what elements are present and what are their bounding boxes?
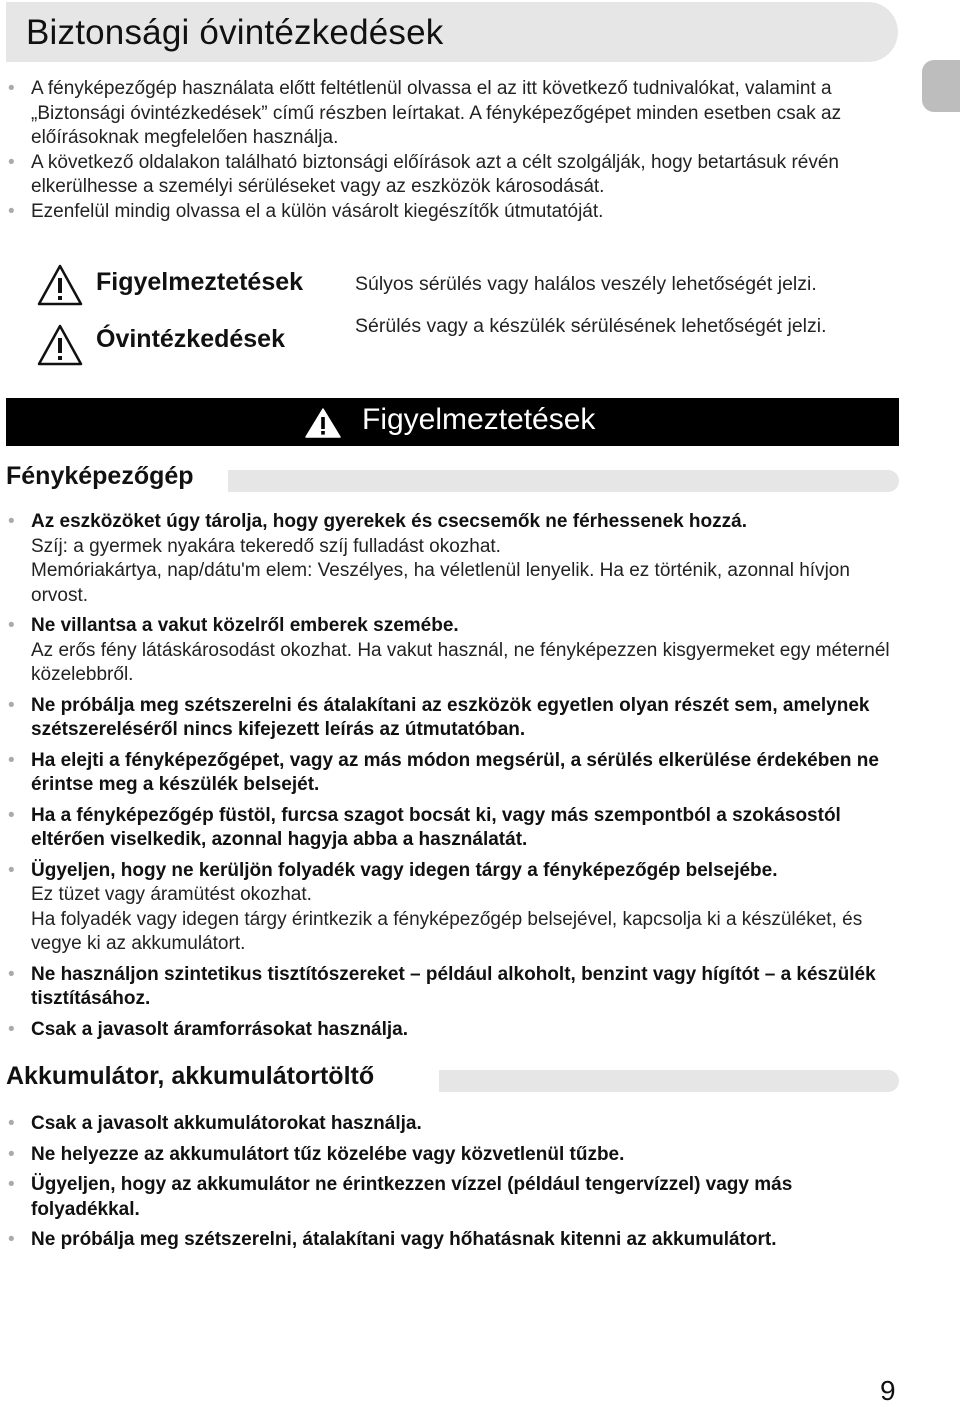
- legend-desc-caution: Sérülés vagy a készülék sérülésének lehetőségét jelzi.: [355, 315, 827, 337]
- battery-warnings-list: [8, 1112, 903, 1259]
- section-heading-camera: [6, 462, 899, 502]
- warning-heading: • Ne próbálja meg szétszerelni és átalakítani az eszközök egyetlen olyan részét sem, amelynek szétszereléséről nincs kifejezett leírás az útmutatóban.: [31, 694, 870, 740]
- list-item: [8, 1112, 903, 1137]
- page-title: Biztonsági óvintézkedések: [26, 13, 444, 52]
- warning-detail: Ez tüzet vagy áramütést okozhat.: [31, 884, 312, 905]
- legend-term-warning: Figyelmeztetések: [96, 268, 304, 296]
- warning-detail: Memóriakártya, nap/dátu'm elem: Veszélyes, ha véletlenül lenyelik. Ha ez történik, azonnal hívjon orvost.: [31, 560, 850, 606]
- list-item: [8, 963, 903, 1012]
- warning-heading: • Ne helyezze az akkumulátort tűz közelébe vagy közvetlenül tűzbe.: [31, 1143, 625, 1165]
- intro-item: • Ezenfelül mindig olvassa el a külön vásárolt kiegészítők útmutatóját.: [8, 200, 888, 225]
- warning-heading: • Ha elejti a fényképezőgépet, vagy az más módon megsérül, a sérülés elkerülése érdekében ne érintse meg a készülék belsejét.: [31, 749, 879, 795]
- list-item: [8, 1143, 903, 1168]
- warning-heading: • Ne használjon szintetikus tisztítószereket – például alkoholt, benzint vagy hígítót – a készülék tisztításához.: [31, 963, 876, 1009]
- warning-detail: Az erős fény látáskárosodást okozhat. Ha vakut használ, ne fényképezzen kisgyermeket egy méternél közelebbről.: [31, 639, 890, 685]
- chapter-tab: [922, 60, 960, 112]
- legend-desc-warning: Súlyos sérülés vagy halálos veszély lehetőségét jelzi.: [355, 273, 817, 295]
- warning-heading: • Ügyeljen, hogy az akkumulátor ne érintkezzen vízzel (például tengervízzel) vagy más folyadékkal.: [31, 1174, 793, 1220]
- warning-heading: • Ne villantsa a vakut közelről emberek szemébe.: [31, 615, 459, 636]
- section-heading-bar: [228, 470, 899, 492]
- section-heading-battery: [6, 1062, 899, 1102]
- list-item: [8, 1018, 903, 1043]
- caution-triangle-icon: [36, 323, 84, 367]
- warning-heading: • Csak a javasolt akkumulátorokat használja.: [31, 1113, 422, 1134]
- intro-item: • A fényképezőgép használata előtt feltétlenül olvassa el az itt következő tudnivalókat, valamint a „Biztonsági óvintézkedések” című részben leírtakat. A fényképezőgépet minden esetben csak az előírásoknak megfelelően használja.: [8, 77, 888, 151]
- list-item: [8, 1173, 903, 1222]
- warning-heading: • Ha a fényképezőgép füstöl, furcsa szagot bocsát ki, vagy más szempontból a szokásostól eltérően viselkedik, azonnal hagyja abba a használatát.: [31, 804, 841, 850]
- warning-triangle-icon: [36, 263, 84, 307]
- camera-warnings-list: [8, 510, 903, 1048]
- list-item: [8, 510, 903, 608]
- warning-heading: • Az eszközöket úgy tárolja, hogy gyerekek és csecsemők ne férhessenek hozzá.: [31, 511, 747, 532]
- section-heading-bar: [439, 1070, 899, 1092]
- list-item: [8, 804, 903, 853]
- warning-detail: Ha folyadék vagy idegen tárgy érintkezik a fényképezőgép belsejével, kapcsolja ki a készüléket, és vegye ki az akkumulátort.: [31, 908, 863, 954]
- list-item: [8, 614, 903, 688]
- legend-term-caution: Óvintézkedések: [96, 325, 285, 353]
- title-bar: [6, 2, 898, 62]
- warnings-banner-label: Figyelmeztetések: [362, 403, 596, 436]
- intro-item: • A következő oldalakon található biztonsági előírások azt a célt szolgálják, hogy betartásuk révén elkerülhesse a személyi sérüléseket vagy az eszközök károsodását.: [8, 151, 888, 200]
- warning-heading: • Ügyeljen, hogy ne kerüljön folyadék vagy idegen tárgy a fényképezőgép belsejébe.: [31, 859, 778, 881]
- intro-list: [8, 77, 888, 224]
- warnings-banner: [6, 398, 899, 446]
- section-heading-text: Fényképezőgép: [6, 462, 194, 490]
- warning-detail: Szíj: a gyermek nyakára tekeredő szíj fulladást okozhat.: [31, 535, 501, 557]
- warning-heading: • Ne próbálja meg szétszerelni, átalakítani vagy hőhatásnak kitenni az akkumulátort.: [31, 1229, 777, 1250]
- warning-triangle-icon: [304, 407, 342, 439]
- section-heading-text: Akkumulátor, akkumulátortöltő: [6, 1062, 375, 1090]
- list-item: [8, 694, 903, 743]
- list-item: [8, 859, 903, 957]
- warning-heading: • Csak a javasolt áramforrásokat használja.: [31, 1018, 409, 1040]
- list-item: [8, 1228, 903, 1253]
- list-item: [8, 749, 903, 798]
- page-number: 9: [880, 1375, 896, 1406]
